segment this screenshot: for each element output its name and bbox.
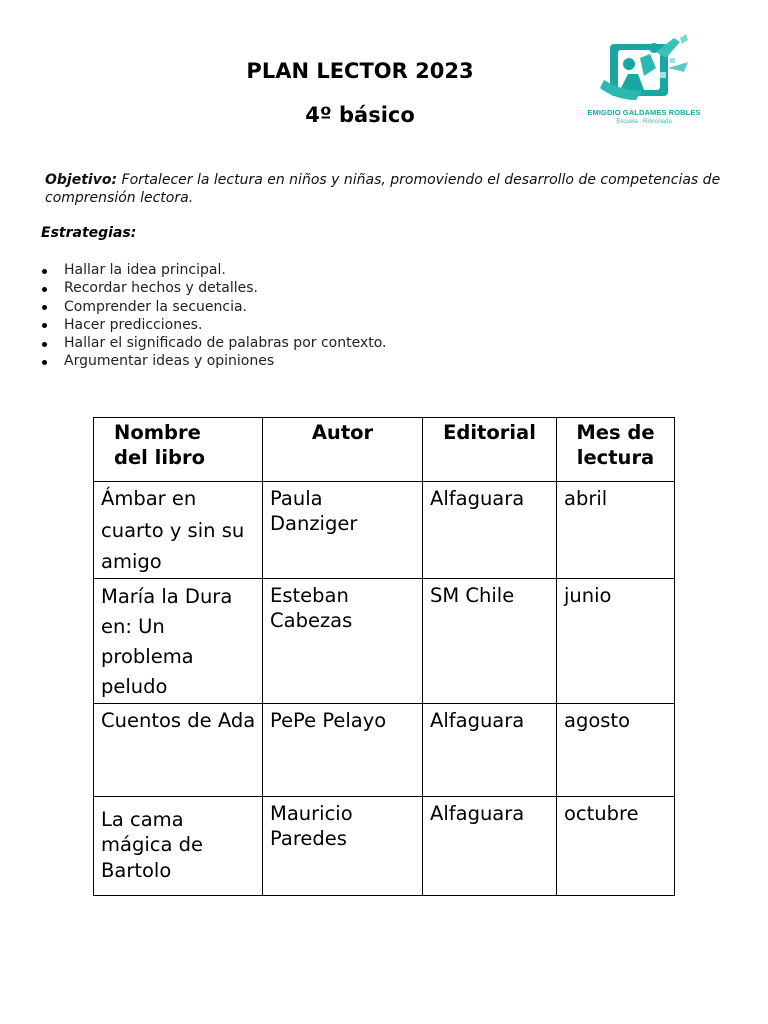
reading-plan-table: [93, 417, 675, 896]
logo-school-subtitle: Escuela · Rinconada: [616, 119, 672, 125]
header-month-line: lectura: [576, 446, 655, 469]
cell-book: [94, 703, 263, 796]
strategy-text: Hacer predicciones.: [64, 316, 203, 333]
book-line: mágica de: [101, 833, 203, 856]
logo-school-name: EMIGDIO GALDAMES ROBLES: [587, 108, 701, 117]
cell-author: [263, 578, 423, 703]
header-publisher-text: Editorial: [443, 421, 536, 444]
cell-publisher: Alfaguara: [423, 796, 557, 895]
bullet-icon: [42, 360, 47, 365]
header-book-line: Nombre: [114, 421, 201, 444]
objective-paragraph: [45, 171, 755, 207]
book-line: Cuentos de Ada: [101, 708, 256, 732]
objective-text: Fortalecer la lectura en niños y niñas, promoviendo el desarrollo de competencias de comprensión lectora.: [45, 172, 721, 206]
book-line: Ámbar en: [101, 487, 197, 510]
book-line: María la Dura: [101, 584, 233, 608]
strategy-item: [41, 298, 387, 316]
author-line: Esteban: [270, 583, 349, 607]
strategy-text: Recordar hechos y detalles.: [64, 280, 258, 297]
school-logo: [584, 28, 704, 136]
author-line: PePe Pelayo: [270, 708, 387, 732]
strategy-text: Argumentar ideas y opiniones: [64, 353, 275, 370]
cell-month: agosto: [557, 703, 675, 796]
header-book-line: del libro: [114, 446, 205, 469]
bullet-icon: [42, 287, 47, 292]
book-line: en: Un: [101, 614, 165, 638]
strategy-text: Comprender la secuencia.: [64, 298, 248, 315]
cell-publisher: SM Chile: [423, 578, 557, 703]
strategy-item: [41, 316, 387, 334]
cell-author: [263, 482, 423, 579]
author-line: Mauricio: [270, 801, 353, 825]
bullet-icon: [42, 342, 47, 347]
author-line: Cabezas: [270, 608, 353, 632]
cell-publisher: Alfaguara: [423, 482, 557, 579]
school-emblem-icon: [584, 28, 704, 108]
cell-book: [94, 482, 263, 579]
table-row: [94, 578, 675, 703]
bullet-icon: [42, 323, 47, 328]
author-line: Paredes: [270, 826, 347, 850]
page-title: PLAN LECTOR 2023: [246, 59, 474, 83]
book-line: cuarto y sin su: [101, 518, 245, 542]
book-line: Bartolo: [101, 858, 172, 882]
cell-book: [94, 796, 263, 895]
cell-month: junio: [557, 578, 675, 703]
cell-author: [263, 703, 423, 796]
table-row: [94, 482, 675, 579]
bullet-icon: [42, 305, 47, 310]
table-row: [94, 796, 675, 895]
book-line: amigo: [101, 550, 162, 573]
author-line: Danziger: [270, 512, 358, 535]
author-line: Paula: [270, 487, 323, 510]
objective-label: Objetivo:: [45, 172, 118, 188]
strategy-text: Hallar el significado de palabras por contexto.: [64, 335, 387, 352]
header-publisher: [423, 418, 557, 482]
table-row: [94, 703, 675, 796]
strategy-item: [41, 279, 387, 297]
cell-month: abril: [557, 482, 675, 579]
strategy-item: [41, 352, 387, 370]
cell-author: [263, 796, 423, 895]
strategies-list: [41, 261, 387, 371]
bullet-icon: [42, 269, 47, 274]
book-line: problema: [101, 644, 194, 668]
strategies-label: Estrategias:: [41, 225, 137, 241]
header-month-line: Mes de: [576, 421, 655, 444]
table-header-row: [94, 418, 675, 482]
strategy-text: Hallar la idea principal.: [64, 262, 226, 278]
cell-book: [94, 578, 263, 703]
header-month: [557, 418, 675, 482]
strategy-item: [41, 334, 387, 352]
cell-publisher: Alfaguara: [423, 703, 557, 796]
header-author: [263, 418, 423, 482]
book-line: La cama: [101, 807, 184, 831]
cell-month: octubre: [557, 796, 675, 895]
header-book-name: [94, 418, 263, 482]
strategy-item: [41, 261, 387, 279]
header-author-text: Autor: [311, 421, 374, 444]
page-subtitle: 4º básico: [305, 103, 415, 127]
book-line: peludo: [101, 674, 168, 698]
